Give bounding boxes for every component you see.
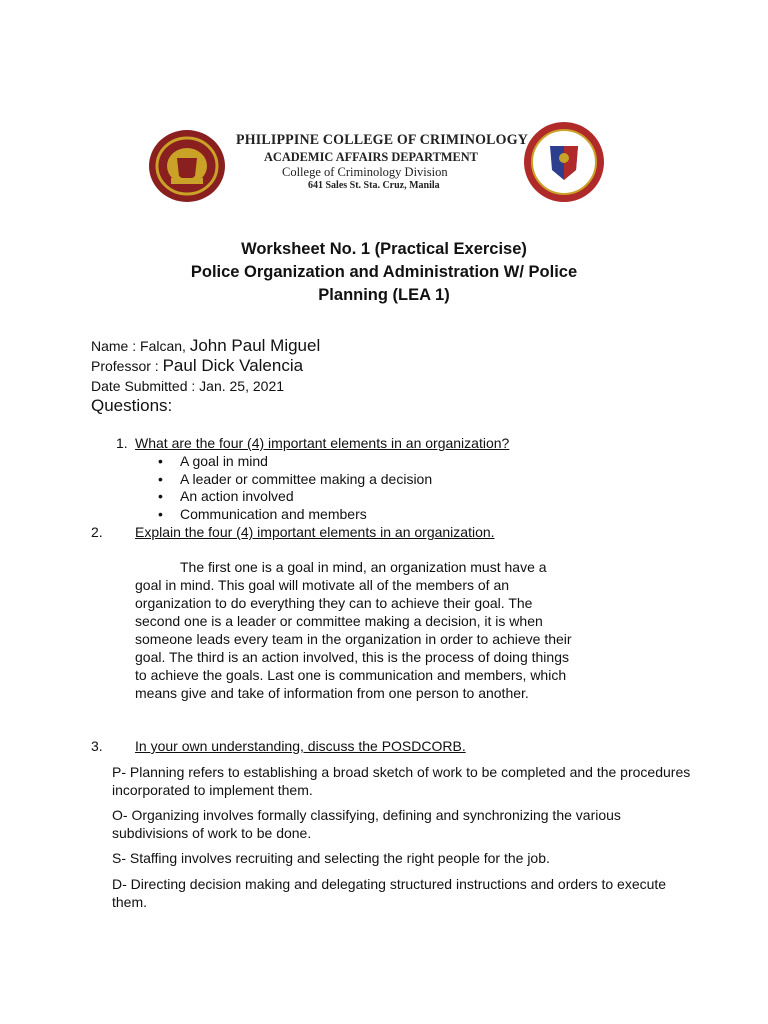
name-label: Name : Falcan, [91,338,186,354]
question-number: 1. [116,435,128,451]
question-number: 2. [91,524,103,540]
answer-2 [135,558,575,702]
posdcorb-directing: D- Directing decision making and delegating structured instructions and orders to execute them. [112,876,667,910]
student-info [91,336,320,416]
title-line-3: Planning (LEA 1) [318,286,450,304]
posdcorb-organizing: O- Organizing involves formally classifying, defining and synchronizing the various subdivisions of work to be done. [112,807,621,841]
name-value: John Paul Miguel [189,336,321,355]
list-item: • A leader or committee making a decision [158,471,432,489]
list-item: • Communication and members [158,506,432,524]
professor-value: Paul Dick Valencia [162,356,304,375]
college-seal-icon [147,128,227,204]
institution-name: PHILIPPINE COLLEGE OF CRIMINOLOGY [236,132,529,148]
department-name: ACADEMIC AFFAIRS DEPARTMENT [264,149,478,164]
question-number: 3. [91,738,103,754]
institution-block [236,132,529,191]
answer-paragraph: The first one is a goal in mind, an organization must have a goal in mind. This goal will motivate all of the members of an organization to do everything they can to achieve their goal. The second one is a leader or committee making a decision, it is when someone leads every team in the organization in order to achieve their goal. The third is an action involved, this is the process of doing things to achieve the goals. Last one is communication and members, which means give and take of information from one person to another. [135,559,572,701]
elements-list [158,453,432,523]
professor-line [91,356,320,376]
questions-heading: Questions: [91,396,173,415]
institution-address: 641 Sales St. Sta. Cruz, Manila [308,180,440,191]
letterhead [0,118,768,208]
question-text: Explain the four (4) important elements in an organization. [135,524,495,540]
worksheet-title [0,238,768,307]
division-seal-icon [522,120,606,204]
posdcorb-staffing: S- Staffing involves recruiting and selecting the right people for the job. [112,850,550,866]
question-text: What are the four (4) important elements in an organization? [135,435,510,451]
date-submitted: Date Submitted : Jan. 25, 2021 [91,378,285,394]
list-item: • An action involved [158,488,432,506]
question-text: In your own understanding, discuss the POSDCORB. [135,738,466,754]
title-line-2: Police Organization and Administration W/ Police [190,263,578,281]
list-item: • A goal in mind [158,453,432,471]
division-name: College of Criminology Division [282,165,448,179]
posdcorb-planning: P- Planning refers to establishing a broad sketch of work to be completed and the procedures incorporated to implement them. [112,764,691,798]
name-line [91,336,320,356]
professor-label: Professor : [91,358,159,374]
title-line-1: Worksheet No. 1 (Practical Exercise) [241,240,527,258]
